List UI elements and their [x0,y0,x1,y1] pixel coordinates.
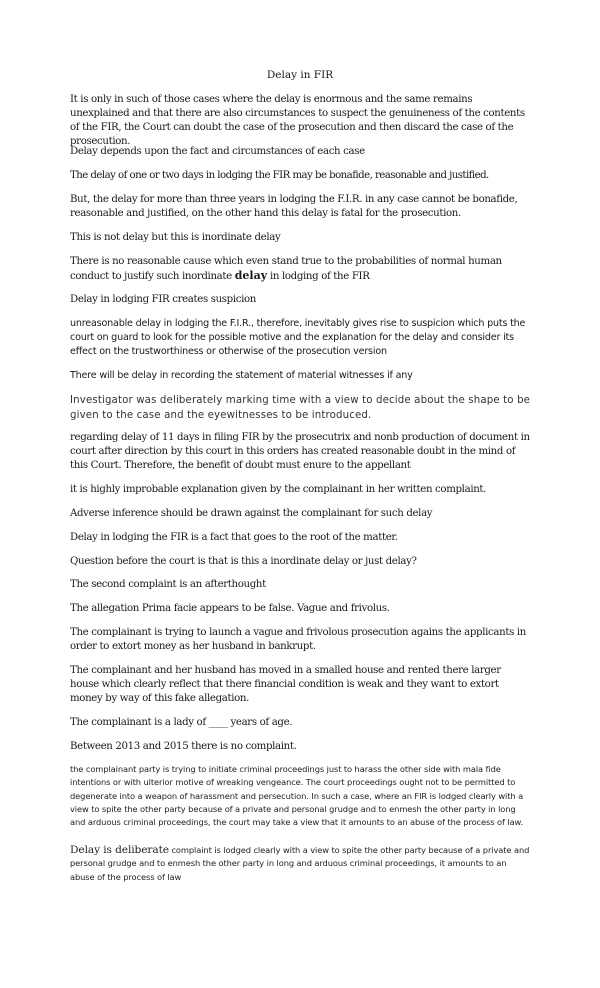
paragraph-inordinate-delay: This is not delay but this is inordinate delay [70,232,281,243]
paragraph-delay-depends: Delay depends upon the fact and circumstances of each case [70,146,365,157]
paragraph-no-reasonable-cause [70,255,532,284]
paragraph-improbable-explanation: it is highly improbable explanation given by the complainant in her written complaint. [70,484,487,495]
paragraph-material-witnesses: There will be delay in recording the statement of material witnesses if any [70,370,413,381]
paragraph-frivolous-prosecution: The complainant is trying to launch a vague and frivolous prosecution agains the applicants in order to extort money as her husband in bankrupt. [70,627,526,652]
paragraph-eleven-days: regarding delay of 11 days in filing FIR by the prosecutrix and nonb production of document in court after direction by this court in this orders has created reasonable doubt in the mind of this Court. Therefore, the benefit of doubt must enure to the appellant [70,432,530,471]
paragraph-root-of-matter: Delay in lodging the FIR is a fact that goes to the root of the matter. [70,532,398,543]
paragraph-second-complaint: The second complaint is an afterthought [70,579,266,590]
paragraph-smaller-house: The complainant and her husband has moved in a smalled house and rented there larger house which clearly reflect that there financial condition is weak and they want to extort money by way of this fake allegation. [70,665,501,704]
paragraph-creates-suspicion: Delay in lodging FIR creates suspicion [70,294,257,305]
paragraph-delay-deliberate [70,844,532,884]
paragraph-no-reasonable-cause-text: There is no reasonable cause which even stand true to the probabilities of normal human conduct to justify such inordinate [70,256,502,282]
paragraph-unreasonable-delay: unreasonable delay in lodging the F.I.R., therefore, inevitably gives rise to suspicion which puts the court on guard to look for the possible motive and the explanation for the delay and consider its effect on the trustworthiness or otherwise of the prosecution version [70,318,526,357]
paragraph-one-or-two-days: The delay of one or two days in lodging the FIR may be bonafide, reasonable and justified. [70,170,489,181]
paragraph-investigator: Investigator was deliberately marking time with a view to decide about the shape to be given to the case and the eyewitnesses to be introduced. [70,395,531,421]
paragraph-delay-deliberate-lead: Delay is deliberate [70,844,169,856]
paragraph-no-reasonable-cause-end: in lodging of the FIR [267,271,370,282]
paragraph-no-complaint-years: Between 2013 and 2015 there is no complaint. [70,741,297,752]
emphasis-delay: delay [234,269,268,282]
paragraph-adverse-inference: Adverse inference should be drawn against the complainant for such delay [70,508,433,519]
paragraph-three-years: But, the delay for more than three years in lodging the F.I.R. in any case cannot be bonafide, reasonable and justified, on the other hand this delay is fatal for the prosecution. [70,194,518,219]
paragraph-delay-enormous: It is only in such of those cases where the delay is enormous and the same remains unexplained and that there are also circumstances to suspect the genuineness of the contents of the FIR, the Court can doubt the case of the prosecution and then discard the case of the prosecution. [70,94,525,147]
paragraph-delay-deliberate-text: complaint is lodged clearly with a view to spite the other party because of a private and personal grudge and to enmesh the other party in long and arduous criminal proceedings, it amounts to an abuse of the process of law [70,845,530,882]
paragraph-question-before-court: Question before the court is that is this a inordinate delay or just delay? [70,556,417,567]
paragraph-harass-proceedings: the complainant party is trying to initiate criminal proceedings just to harass the other side with mala fide intentions or with ulterior motive of wreaking vengeance. The court proceedings ought not to be permitted to degenerate into a weapon of harassment and persecution. In such a case, where an FIR is lodged clearly with a view to spite the other party because of a private and personal grudge and to enmesh the other party in long and arduous criminal proceedings, the court may take a view that it amounts to an abuse of the process of law. [70,764,524,828]
document-title: Delay in FIR [266,69,334,81]
paragraph-lady-age: The complainant is a lady of ____ years of age. [70,717,293,728]
paragraph-allegation-false: The allegation Prima facie appears to be false. Vague and frivolus. [70,603,390,614]
